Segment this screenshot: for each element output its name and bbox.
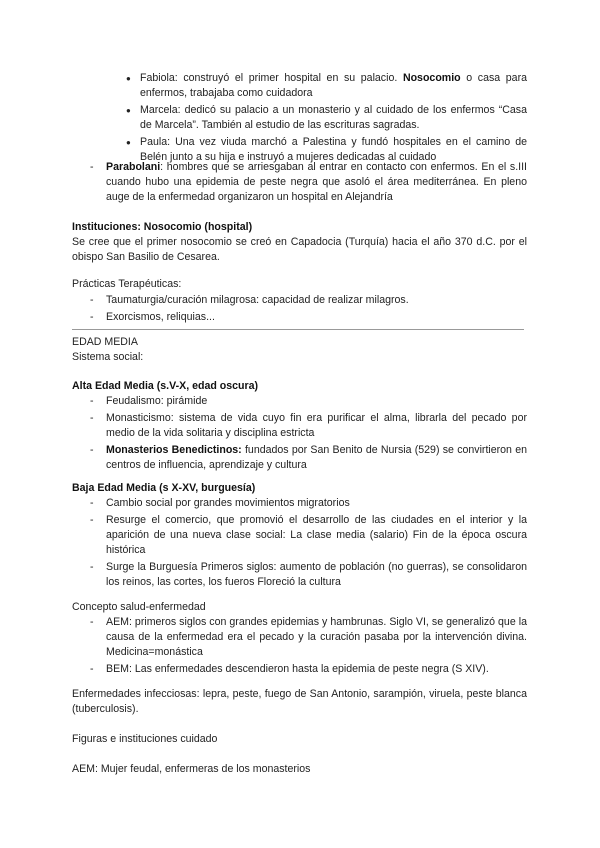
alta-heading: Alta Edad Media (s.V-X, edad oscura) (72, 380, 259, 392)
parabolani-list (88, 160, 527, 205)
aem-block (72, 762, 527, 777)
instituciones-section (72, 220, 527, 265)
horizontal-rule (72, 329, 524, 330)
baja-list (88, 496, 527, 590)
list-item: - Monasterios Benedictinos: fundados por San Benito de Nursia (529) se convirtieron en centros de influencia, aprendizaje y cultura (90, 444, 527, 471)
list-item: - Parabolani: hombres que se arriesgaban al entrar en contacto con enfermos. En el s.III cuando hubo una epidemia de peste negra que asoló el área mediterránea. En pleno auge de la enfermedad organizaron un hospital en Alejandría (90, 161, 527, 203)
list-item: ● Marcela: dedicó su palacio a un monasterio y al cuidado de los enfermos “Casa de Marcela”. También al estudio de las escrituras sagradas. (120, 103, 527, 133)
paragraph: Figuras e instituciones cuidado (72, 733, 218, 745)
list-item: - Surge la Burguesía Primeros siglos: aumento de población (no guerras), se consolidaron los reinos, las cortes, los fueros Floreció la cultura (90, 561, 527, 588)
list-item: - Taumaturgia/curación milagrosa: capacidad de realizar milagros. (90, 294, 409, 306)
practicas-heading: Prácticas Terapéuticas: (72, 278, 182, 290)
list-item: - Feudalismo: pirámide (90, 395, 208, 407)
concepto-heading: Concepto salud-enfermedad (72, 601, 206, 613)
paragraph: Enfermedades infecciosas: lepra, peste, fuego de San Antonio, sarampión, viruela, peste blanca (tuberculosis). (72, 688, 527, 715)
concepto-list (88, 615, 527, 677)
subtitle: Sistema social: (72, 351, 144, 363)
edad-media-title-block (72, 335, 527, 365)
list-item: ● Paula: Una vez viuda marchó a Palestina y fundó hospitales en el camino de Belén junto a su hija e instruyó a mujeres dedicadas al cuidado (120, 135, 527, 165)
women-figures-list (120, 71, 527, 165)
page-title: EDAD MEDIA (72, 336, 138, 348)
list-item: - Resurge el comercio, que promovió el desarrollo de las ciudades en el interior y la aparición de una nueva clase social: La clase media (salario) Fin de la época oscura histórica (90, 514, 527, 556)
paragraph: Se cree que el primer nosocomio se creó en Capadocia (Turquía) hacia el año 370 d.C. por el obispo San Basilio de Cesarea. (72, 236, 527, 263)
list-item: ● Fabiola: construyó el primer hospital en su palacio. Nosocomio o casa para enfermos, trabajaba como cuidadora (120, 71, 527, 101)
list-item: - Monasticismo: sistema de vida cuyo fin era purificar el alma, librarla del pecado por medio de la vida solitaria y disciplina estricta (90, 412, 527, 439)
paragraph: AEM: Mujer feudal, enfermeras de los monasterios (72, 763, 311, 775)
list-item: - AEM: primeros siglos con grandes epidemias y hambrunas. Siglo VI, se generalizó que la causa de la enfermedad era el pecado y la curación pasaba por la intervención divina. Medicina=monástica (90, 616, 527, 658)
practicas-list (88, 293, 527, 325)
figuras-block (72, 732, 527, 747)
section-heading: Instituciones: Nosocomio (hospital) (72, 221, 253, 233)
list-item: - BEM: Las enfermedades descendieron hasta la epidemia de peste negra (S XIV). (90, 663, 489, 675)
list-item: - Exorcismos, reliquias... (90, 311, 215, 323)
enfermedades-block (72, 687, 527, 717)
alta-list (88, 394, 527, 473)
baja-heading: Baja Edad Media (s X-XV, burguesía) (72, 482, 256, 494)
list-item: - Cambio social por grandes movimientos migratorios (90, 497, 350, 509)
